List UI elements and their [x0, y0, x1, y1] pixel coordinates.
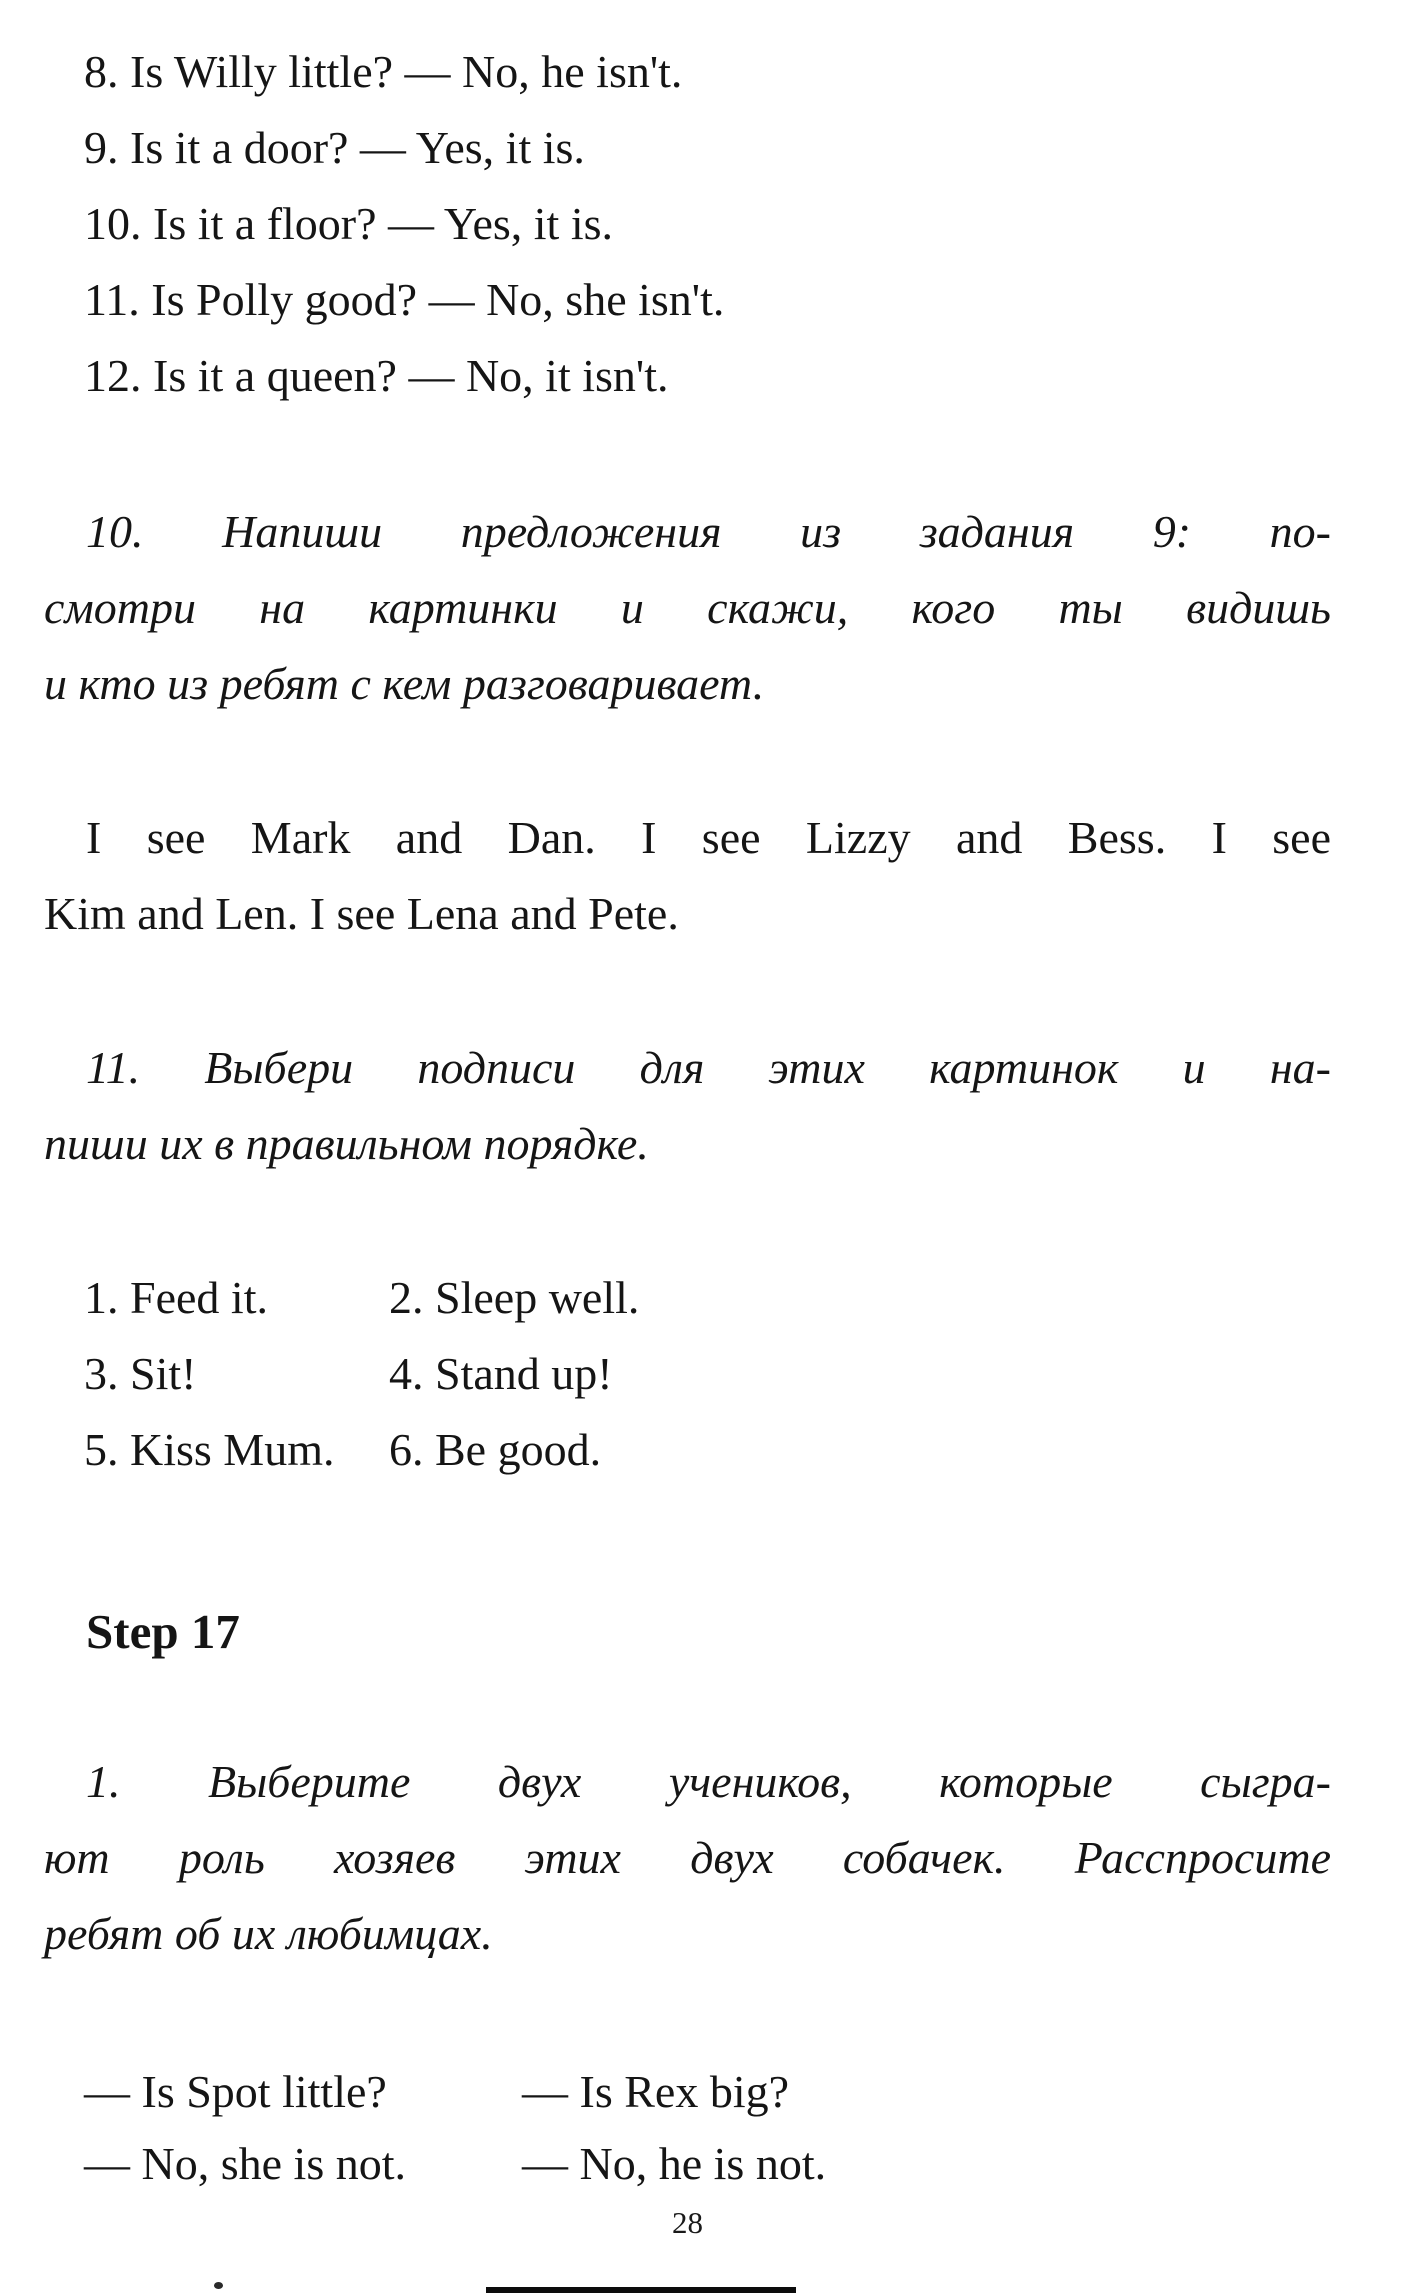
task-1-line: ребят об их любимцах.: [44, 1908, 493, 1959]
qa-line: 11. Is Polly good? — No, she isn't.: [84, 274, 725, 325]
task-10-line: смотри на картинки и скажи, кого ты видишь: [44, 582, 1331, 633]
scan-artifact: [214, 2282, 223, 2289]
qa-line: 8. Is Willy little? — No, he isn't.: [84, 46, 683, 97]
dialogue-sample: [44, 2056, 1331, 2200]
scan-artifact: [486, 2287, 796, 2293]
caption-row: [44, 1412, 1331, 1488]
task-10-answer: [44, 800, 1331, 952]
task-1-line: 1. Выберите двух учеников, которые сыгра-: [86, 1756, 1331, 1807]
caption-item: 2. Sleep well.: [389, 1272, 640, 1323]
caption-item: 4. Stand up!: [389, 1348, 613, 1399]
dialogue-row: [44, 2056, 1331, 2128]
qa-answer-list: [44, 34, 1331, 414]
task-11-instruction: [44, 1030, 1331, 1182]
caption-row: [44, 1336, 1331, 1412]
answer-line: I see Mark and Dan. I see Lizzy and Bess. I see: [86, 812, 1331, 863]
task-11-line: пиши их в правильном порядке.: [44, 1118, 649, 1169]
step-heading: Step 17: [86, 1604, 240, 1659]
task-10-line: и кто из ребят с кем разговаривает.: [44, 658, 765, 709]
dialogue-line: — Is Rex big?: [522, 2066, 790, 2117]
caption-list: [44, 1260, 1331, 1488]
caption-item: 1. Feed it.: [84, 1272, 268, 1323]
task-11-line: 11. Выбери подписи для этих картинок и на-: [86, 1042, 1331, 1093]
caption-item: 3. Sit!: [84, 1348, 197, 1399]
dialogue-line: — Is Spot little?: [84, 2066, 387, 2117]
task-10-instruction: [44, 494, 1331, 722]
task-10-line: 10. Напиши предложения из задания 9: по-: [86, 506, 1331, 557]
dialogue-line: — No, she is not.: [84, 2138, 406, 2189]
page-number: 28: [672, 2205, 703, 2240]
caption-item: 6. Be good.: [389, 1424, 602, 1475]
caption-item: 5. Kiss Mum.: [84, 1424, 335, 1475]
answer-line: Kim and Len. I see Lena and Pete.: [44, 888, 679, 939]
qa-line: 10. Is it a floor? — Yes, it is.: [84, 198, 613, 249]
dialogue-row: [44, 2128, 1331, 2200]
task-1-instruction: [44, 1744, 1331, 1972]
qa-line: 9. Is it a door? — Yes, it is.: [84, 122, 585, 173]
task-1-line: ют роль хозяев этих двух собачек. Расспросите: [44, 1832, 1331, 1883]
dialogue-line: — No, he is not.: [522, 2138, 827, 2189]
caption-row: [44, 1260, 1331, 1336]
qa-line: 12. Is it a queen? — No, it isn't.: [84, 350, 669, 401]
